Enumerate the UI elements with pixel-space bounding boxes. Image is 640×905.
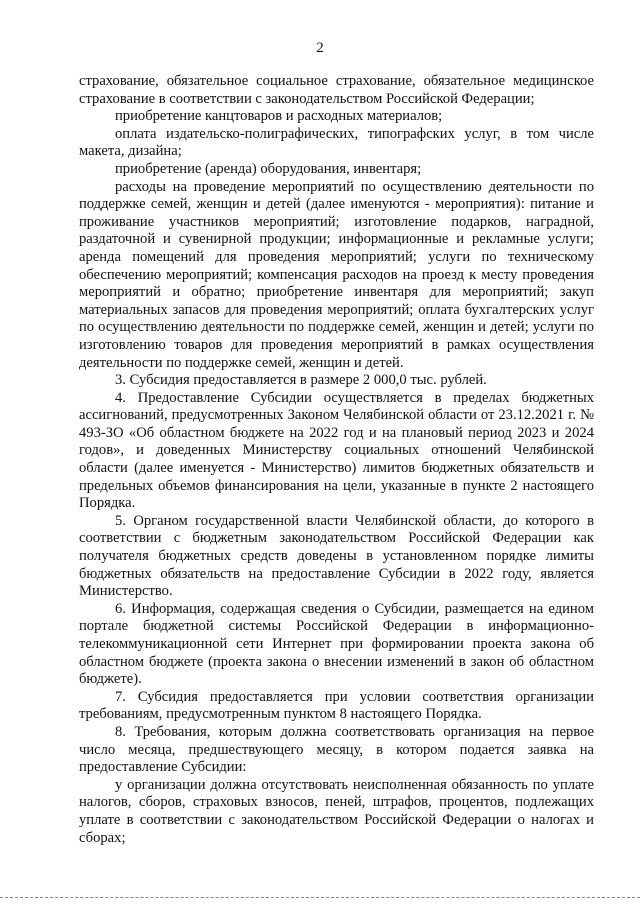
paragraph: у организации должна отсутствовать неисполненная обязанность по уплате налогов, сборов, страховых взносов, пеней, штрафов, процентов, подлежащих уплате в соответствии с законодательством Российской Федерации о налогах и сборах; — [79, 776, 594, 846]
paragraph-continuation: страхование, обязательное социальное страхование, обязательное медицинское страхование в соответствии с законодательством Российской Федерации; — [79, 73, 594, 107]
paragraph: оплата издательско-полиграфических, типографских услуг, в том числе макета, дизайна; — [79, 125, 594, 160]
paragraph-item-8: 8. Требования, которым должна соответствовать организация на первое число месяца, предшествующего месяцу, в котором подается заявка на предоставление Субсидии: — [79, 723, 594, 776]
paragraph-item-7: 7. Субсидия предоставляется при условии соответствия организации требованиям, предусмотренным пунктом 8 настоящего Порядка. — [79, 688, 594, 723]
paragraph-item-4: 4. Предоставление Субсидии осуществляется в пределах бюджетных ассигнований, предусмотренных Законом Челябинской области от 23.12.2021 г. № 493-ЗО «Об областном бюджете на 2022 год и на плановый период 2023 и 2024 годов», и доведенных Министерству социальных отношений Челябинской области (далее именуется - Министерство) лимитов бюджетных обязательств и предельных объемов финансирования на цели, указанные в пункте 2 настоящего Порядка. — [79, 389, 594, 512]
paragraph-item-6: 6. Информация, содержащая сведения о Субсидии, размещается на едином портале бюджетной системы Российской Федерации в информационно-телекоммуникационной сети Интернет при формировании проекта закона об областном бюджете (проекта закона о внесении изменений в закон об областном бюджете). — [79, 600, 594, 688]
paragraph-item-5: 5. Органом государственной власти Челябинской области, до которого в соответствии с бюджетным законодательством Российской Федерации как получателя бюджетных средств доведены в установленном порядке лимиты бюджетных обязательств на предоставление Субсидии в 2022 году, является Министерство. — [79, 512, 594, 600]
paragraph: приобретение (аренда) оборудования, инвентаря; — [115, 160, 422, 177]
paragraph: приобретение канцтоваров и расходных материалов; — [115, 108, 443, 125]
paragraph-item-3: 3. Субсидия предоставляется в размере 2 000,0 тыс. рублей. — [115, 372, 487, 389]
page-number: 2 — [316, 40, 324, 56]
document-body — [79, 73, 594, 847]
paragraph: расходы на проведение мероприятий по осуществлению деятельности по поддержке семей, женщин и детей (далее именуются - мероприятия): питание и проживание участников мероприятий; изготовление подарков, наградной, раздаточной и сувенирной продукции; информационные и рекламные услуги; аренда помещений для проведения мероприятий; услуги по техническому обеспечению мероприятий; компенсация расходов на проезд к месту проведения мероприятий и обратно; приобретение инвентаря для мероприятий; закуп материальных запасов для проведения мероприятий; оплата бухгалтерских услуг по осуществлению деятельности по поддержке семей, женщин и детей; услуги по изготовлению товаров для проведения мероприятий в рамках осуществления деятельности по поддержке семей, женщин и детей. — [79, 178, 594, 371]
page-bottom-rule — [0, 897, 640, 898]
